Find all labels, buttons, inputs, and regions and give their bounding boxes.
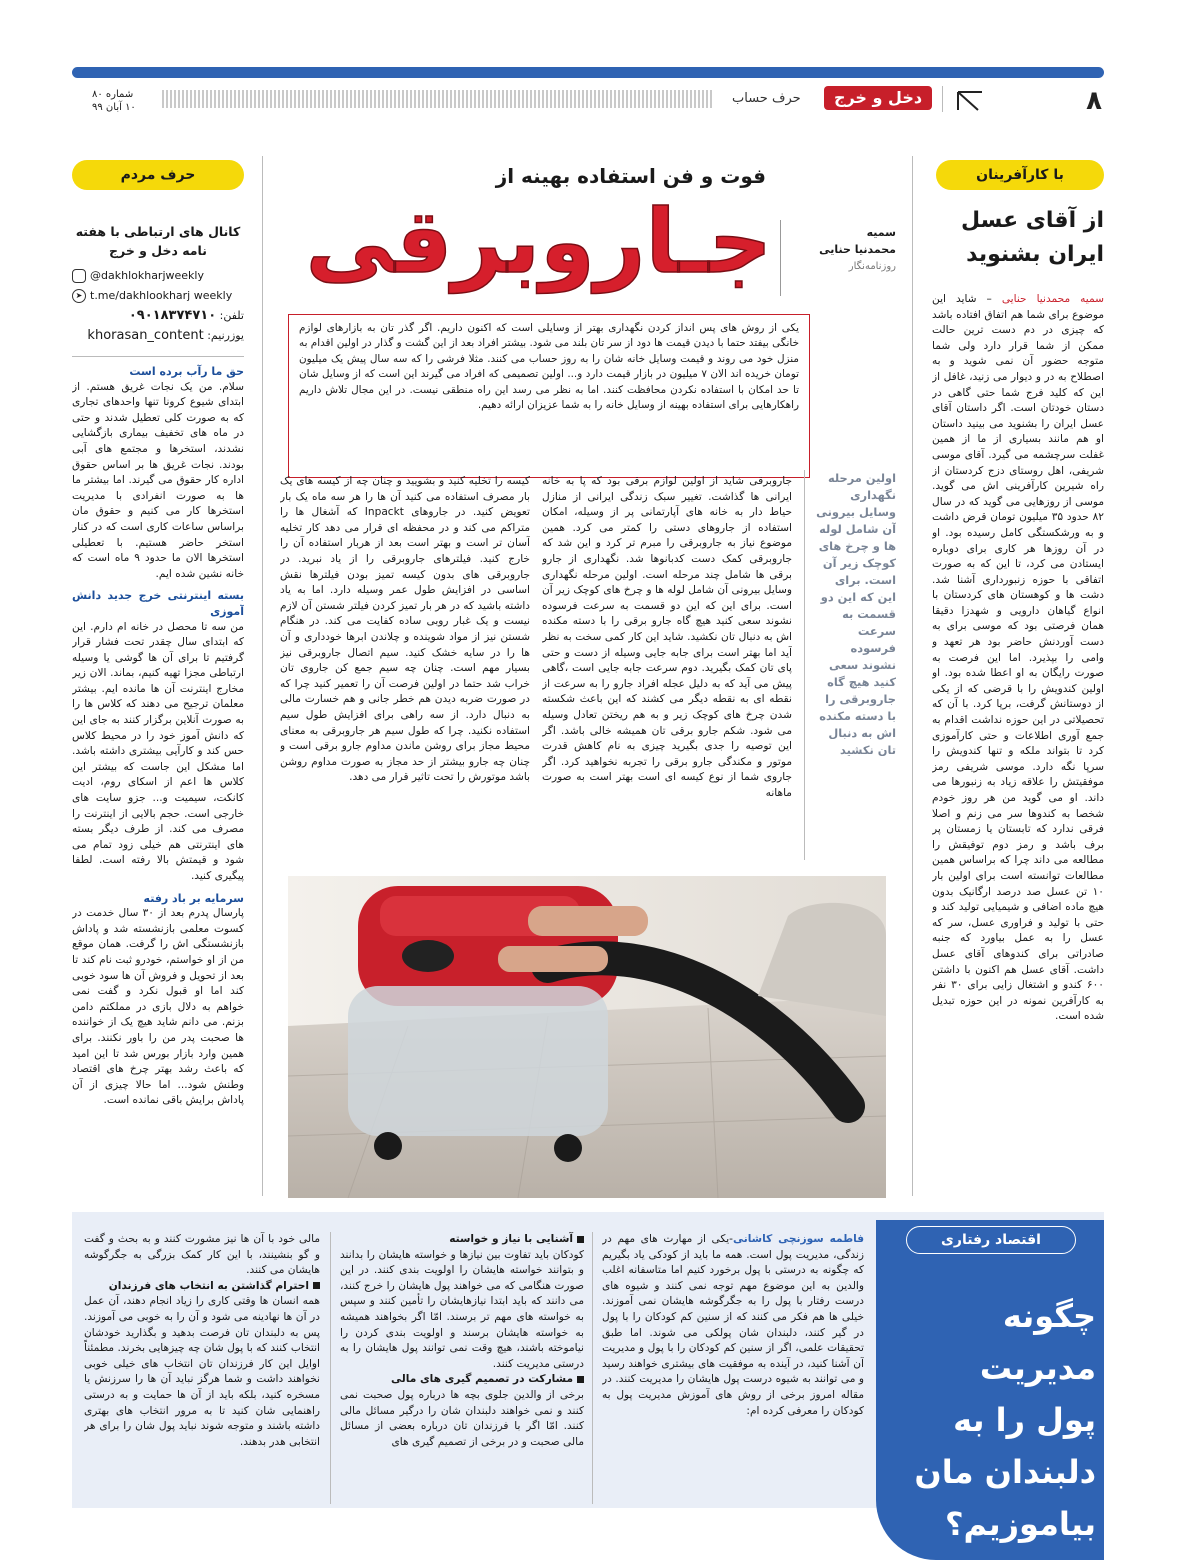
quote-divider (804, 470, 805, 860)
contact-list (72, 266, 244, 346)
letter-3-title: سرمایه بر باد رفته (143, 891, 244, 905)
header-divider (942, 86, 943, 112)
arrow-icon (956, 88, 984, 112)
bottom-p2: برخی از والدین جلوی بچه ها درباره پول صحبت نمی کنند و نمی خواهند دلبندان شان را درگیر مسائل مالی کنند. امّا اگر با فرزندان تان درباره بعضی از مسائل مالی صحبت و در برخی از تصمیم گیری های (340, 1388, 584, 1448)
username-label: یوزرنیم: (207, 329, 244, 342)
letter-1-text: سلام. من یک نجات غریق هستم. از ابتدای شیوع کرونا تنها واحدهای تجاری که به صورت کلی تعطیل شدند و حتی در ماه های تخفیف بیماری بازگشایی نشدند، استخرها و مجتمع های آبی بودند. نجات غریق ها بر اساس حقوق اداره کار حقوق می گیرند. اما بیشتر ما ها به صورت انفرادی با مدیریت استخرها کار می کنیم و حقوق مان براساس ساعات کاری است که در کنار استخر حاضر هستیم. با تعطیلی استخرها الان ما حدود ۹ ماه است که خانه نشین شده ایم. (72, 380, 244, 580)
letters (72, 364, 244, 1198)
bottom-title-line4: بیاموزیم؟ (944, 1505, 1096, 1543)
bottom-h2-text: مشارکت در تصمیم گیری های مالی (391, 1373, 573, 1386)
bottom-title-line3: دلبندان مان (914, 1453, 1096, 1491)
telegram-link[interactable]: t.me/dakhlookharj weekly (90, 289, 233, 302)
instagram-icon (72, 269, 86, 283)
right-article-body (932, 292, 1104, 1196)
right-title (930, 204, 1104, 272)
bottom-h1 (340, 1232, 584, 1248)
logo: دخل و خرج (824, 86, 932, 110)
telegram-row (72, 286, 244, 306)
letter-2-text: من سه تا محصل در خانه ام دارم. این که ابتدای سال چقدر تحت فشار قرار گرفتیم تا برای آن ها گوشی یا وسیله ارتباطی مجزا تهیه کنیم، بماند. الان زیر مخارج اینترنت آن ها مانده ایم. بیشتر معلمان ترجیح می دهند که کلاس ها را به صورت آنلاین برگزار کنند به جای این که دانش آموز خود را در محیط کلاس حس کند و کارآیی بیشتری داشته باشد. اما مشکل این جاست که بیشتر این کلاس ها اعم از اسکای روم، ادیت کانکت، سیمیت و... جزو سایت های خارجی است. حجم بالایی از اینترنت را مصرف می کند. از طرف دیگر بسته های اینترنتی هم خیلی زود تمام می شود و قیمتش بالا رفته است. لطفا پیگیری کنید. (72, 620, 244, 882)
page-number: ۸ (1086, 86, 1102, 116)
bottom-h3 (84, 1279, 320, 1295)
bottom-divider-2 (330, 1232, 331, 1504)
left-section-label: حرف مردم (72, 160, 244, 190)
byline (786, 224, 896, 275)
letter-1-title: حق ما رآب برده است (129, 365, 244, 378)
byline-last: محمدنیا حنایی (819, 243, 896, 256)
username-row (72, 326, 244, 346)
main-col1: جاروبرقی شاید از اولین لوازم برقی بود که پا به خانه ایرانی ها گذاشت. تغییر سبک زندگی ایرانی از منازل حیاط دار به خانه های آپارتمانی پر از وسیله، امکان استفاده از جاروهای دستی را کمتر می کرد. همین موضوع نیاز به جاروبرقی را مبرم تر کرد و این شد که جاروبرقی کمک دست کدبانوها شد. نگهداری از جارو برقی ها شامل چند مرحله است. اولین مرحله نگهداری وسایل بیرونی آن شامل لوله ها و چرخ های کوچک زیر آن است. برای این که این دو قسمت به سرعت فرسوده نشوند سعی کنید هیچ گاه جارو برقی را با دسته مکنده اش به دنبال تان نکشید. شاید این کار کمی سخت به نظر آید اما بهتر است برای جابه جایی وسیله از دست و حتی پای تان کمک بگیرید. دوم سرعت جابه جایی است ،گاهی پیش می آید که به دلیل عجله افراد جارو را به سرعت از نقطه ای به نقطه دیگر می کشند که این باعث شکسته شدن چرخ های کوچک زیر و به هم ریختن تعادل وسیله می شود. شکم جارو برقی تان همیشه خالی باشد. اگر این توصیه را جدی بگیرید چیزی به نام کاهش قدرت موتور و مکندگی جارو برقی را تجربه نخواهید کرد. اگر جاروی شما از نوع کیسه ای است بهتر است به صورت ماهانه (542, 475, 792, 799)
bottom-p3: مالی خود با آن ها نیز مشورت کنند و به بحث و گفت و گو بنشینند، با این کار کمک بزرگی به جگرگوشه هایشان می کنند. (84, 1233, 320, 1277)
bottom-p1: کودکان باید تفاوت بین نیازها و خواسته هایشان را بدانند و بتوانند خواسته هایشان را اولویت بندی کنند. در این صورت هنگامی که می خواهند پول هایشان را خرج کنند، می دانند که باید ابتدا نیازهایشان را تأمین کنند و سپس به خواسته های مهم تر برسند. امّا اگر بخواهند همیشه به خواسته هایشان برسند و اولویت بندی کردن را نیاموخته باشند، هیچ وقت نمی توانند پول هایشان را به درستی مدیریت کنند. (340, 1248, 584, 1370)
right-title-line2: ایران بشنوید (966, 242, 1104, 267)
bullet-icon (577, 1236, 584, 1243)
bottom-author: فاطمه سوزنچی کاشانی (733, 1233, 864, 1245)
letter-3-text: پارسال پدرم بعد از ۳۰ سال خدمت در کسوت معلمی بازنشسته شد و پاداش بازنشستگی اش را گرفت. همان موقع من از او خواستم، خودرو ثبت نام کند تا بعد از تحویل و فروش آن ها سود خوبی کند اما او قبول نکرد و گفت نمی خواهم به دلال بازی در مملکتم دامن بزنم. می دانم شاید هیچ یک از خواننده ها صحبت پدر من را باور نکنند. برای همین وارد بازار بورس شد تا این امید که باعث رشد بهتر چرخ های اقتصاد وطنش شود... اما حالا چیزی از آن پاداش برایش باقی نمانده است. (72, 907, 244, 1107)
divider-right (912, 156, 913, 1196)
instagram-row (72, 266, 244, 286)
letter-2-title: بسته اینترنتی خرج جدید دانش آموزی (72, 589, 244, 618)
byline-role: روزنامه‌نگار (848, 261, 896, 272)
bottom-title-line2: پول را به (953, 1401, 1096, 1439)
telegram-icon: ➤ (72, 289, 86, 303)
bullet-icon (313, 1282, 320, 1289)
issue-number: شماره ۸۰ (92, 89, 134, 100)
bottom-h2 (340, 1372, 584, 1388)
channels-title: کانال های ارتباطی با هفته نامه دخل و خرج (75, 224, 241, 258)
bottom-col3 (84, 1232, 320, 1504)
right-section-label: با کارآفرینان (936, 160, 1104, 190)
divider-left (262, 156, 263, 1196)
right-body-text: – شاید این موضوع برای شما هم اتفاق افتاده باشد که چیزی در دم دست ترین حالت ممکن از شما قرار دارد ولی شما متوجه حضور آن نمی شوید و به اصطلاح به در و دیوار می زنید، غافل از این که کلید فرج شما حتی گاهی در دستان خودتان است. اگر داستان آقای عسل ایران را بشنوید می بینید داستان او هم مانند بسیاری از ما از همین غفلت سرچشمه می گیرد. آقای موسی شریفی، اهل روستای دزج کردستان از راه شیرین کارآفرینی اش می گوید. موسی از روزهایی می گوید که در سال ۸۲ حدود ۳۵ میلیون تومان قرض داشت و به ورشکستگی کامل رسیده بود. او در آن روزها هر کاری برای دوباره ایستادن می کرد، تا این که به صورت اتفاقی با حوزه زنبورداری آشنا شد. دشت ها و کوهستان های کردستان با انواع گیاهان دارویی و شهدزا دقیقا همان فرصتی بود که موسی برای به دست آوردنش حاضر بود هر تعهد و وامی را بپذیرد. اما این فرصت به صورت رایگان به او اعطا شده بود. او اولین کندویش را با قرضی که از یکی از دوستانش گرفت، برپا کرد. با آن که تحصیلاتی در این حوزه نداشت اقدام به جمع آوری اطلاعات و حتی کارآموزی کرد تا بتواند ملکه و تنها کندویش را سرپا نگه دارد. موسی شریفی رمز موفقیتش را علاقه زیاد به زنبورها می داند. او می گوید من هر روز خودم شخصا به کندوها سر می زنم و اصلا فرقی ندارد که تابستان یا زمستان پر برف باشد و رمز دوم توفیقش را مطالعه می داند چرا که براساس همین مطالعات توانسته است برای اولین بار ۱۰ تن عسل صد درصد ارگانیک بدون هیچ ماده اضافی و شیمیایی تولید کند و حتی با تولید و فراوری عسل، سر که عسل را به عمل بیاورد که جنبه صادراتی برای کندوهای آقای عسل داشت. آقای عسل هم اکنون با داشتن ۶۰۰ کندو و اشتغال زایی برای ۳۰ نفر به کارآفرین نمونه در این حوزه تبدیل شده است. (932, 293, 1104, 1023)
right-title-line1: از آقای عسل (961, 208, 1104, 233)
issue-date: ۱۰ آبان ۹۹ (92, 102, 136, 113)
bottom-h1-text: آشنایی با نیاز و خواسته (449, 1233, 573, 1245)
bottom-divider-1 (592, 1232, 593, 1504)
pull-quote: اولین مرحله نگهداری وسایل بیرونی آن شامل لوله ها و چرخ های کوچک زیر آن است. برای این که این دو قسمت به سرعت فرسوده نشوند سعی کنید هیچ گاه جاروبرقی را با دسته مکنده اش به دنبال تان نکشید (816, 471, 896, 757)
header-bar (72, 67, 1104, 78)
byline-divider (780, 220, 781, 296)
bottom-section-label: اقتصاد رفتاری (906, 1226, 1076, 1254)
main-col2: کیسه را تخلیه کنید و بشویید و چنان چه از کیسه های یک بار مصرف استفاده می کنید آن ها را هر سه ماه یک بار تعویض کنید. در جاروهای Inpackt که آشغال ها را متراکم می کند و در محفظه ای قرار می دهد کار تخلیه آسان تر است و بهتر است بعد از هربار استفاده آن را خارج کنید. فیلترهای جاروبرقی را از یاد نبرید. در جاروبرقی های بدون کیسه تمیز بودن فیلترها نقش اساسی در افزایش طول عمر وسیله دارد. اما به یاد داشته باشید که در هر بار تمیز کردن فیلتر شستن آن لازم نیست و یک غبار روبی ساده کفایت می کند. در هنگام شستن نیز از مواد شوینده و چلاندن ابرها خودداری و آن ها را در سایه خشک کنید. سیم اتصال جاروبرقی نیز بسیار مهم است. چنان چه سیم جمع کن جاروی تان خراب شد حتما در اولین فرصت آن را تعمیر کنید چرا که در صورت ضربه دیدن هم خطر جانی و هم خسارت مالی به دنبال دارد. از سه راهی برای افزایش طول سیم استفاده نکنید. چرا که طول سیم هر جاروبرقی به معنای محیط مجاز برای روشن ماندن مداوم جارو برقی است و چنان چه جارو بیشتر از حد مجاز به صورت مداوم روشن باشد موتورش را تحت تاثیر قرار می دهد. (280, 475, 530, 784)
bottom-title (880, 1290, 1096, 1550)
bottom-h3-text: احترام گذاشتن به انتخاب های فرزندان (108, 1279, 309, 1292)
phone-label: تلفن: (219, 309, 244, 322)
bullet-icon (577, 1376, 584, 1383)
header-dots (162, 90, 712, 108)
vacuum-photo (288, 876, 886, 1198)
main-kicker: فوت و فن استفاده بهینه از (495, 164, 766, 188)
phone-number: ۰۹۰۱۸۳۷۴۷۱۰ (128, 308, 217, 323)
phone-row (72, 306, 244, 326)
right-author: سمیه محمدنیا حنایی (1001, 293, 1104, 305)
bottom-title-line1: چگونه مدیریت (979, 1297, 1096, 1387)
main-title: جـاروبرقی (305, 190, 772, 293)
bottom-col1 (602, 1232, 864, 1504)
username-value: khorasan_content (87, 328, 204, 343)
bottom-col2 (340, 1232, 584, 1504)
intro-box: یکی از روش های پس انداز کردن نگهداری بهتر از وسایلی است که اکنون داریم. اگر گذر تان به بازارهای لوازم خانگی بیفتد حتما با دیدن قیمت ها دود از سر تان بلند می شود. بیشتر افراد بعد از این گشت و گذار در اولین اقدام به منزل خود می روند و قیمت وسایل خانه شان را به روز حساب می کنند. مثلا فرشی را که سه سال پیش یک میلیون تومان خریده اند الان ۷ میلیون در بازار قیمت دارد و... اولین تصمیمی که افراد می گیرند این است که از وسایل شان تا حد امکان با استفاده نکردن محافظت کنند. اما به نظر می رسد این راه منطقی نیست. در این مجال تلاش داریم راهکارهایی برای استفاده بهینه از وسایل خانه را به شما عزیزان ارائه دهیم. (288, 314, 810, 478)
bottom-p4: همه انسان ها وقتی کاری را زیاد انجام دهند، آن عمل در آن ها نهادینه می شود و آن را به خوبی می آموزند. پس به دلبندان تان فرصت بدهید و بگذارید خودشان انتخاب کنند که با پول شان چه چیزهایی بخرند. مطمئناً اوایل این کار فرزندان تان انتخاب های خیلی خوبی نخواهند داشت و شما هرگز نباید آن ها را سرزنش یا مسخره کنید، بلکه باید از آن ها حمایت و به درستی راهنمایی شان کنید تا به مرور انتخاب های بهتری داشته باشند و متوجه شوند نباید پول شان را برای هر انتخابی هدر بدهند. (84, 1295, 320, 1448)
instagram-handle[interactable]: @dakhlokharjweekly (90, 269, 204, 282)
bottom-col1-text: -یکی از مهارت های مهم در زندگی، مدیریت پول است. همه ما باید از کودکی یاد بگیریم که چگونه به درستی با پول برخورد کنیم اما متاسفانه اغلب والدین به این موضوع مهم توجه نمی کنند و شیوه های درست رفتار با پول را به جگرگوشه هایشان نمی آموزند. خیلی ها هم فکر می کنند که از سنین کم کودکان را با پول در گیر کنند، دلبندان شان پولکی می شوند. اما طبق تحقیقات علمی، اگر از سنین کم کودکان را با پول و مدیریت آن آشنا کنید، در آینده به موفقیت های بیشتری خواهند رسید و می توانند به شیوه درست پول هایشان را مدیریت کنند. در مقاله امروز برخی از روش های آموزش مدیریت پول به کودکان را معرفی کرده ام: (602, 1233, 864, 1417)
issue-info (92, 88, 136, 114)
byline-first: سمیه (866, 226, 896, 239)
section-name: حرف حساب (732, 91, 801, 106)
left-divider (72, 356, 244, 357)
